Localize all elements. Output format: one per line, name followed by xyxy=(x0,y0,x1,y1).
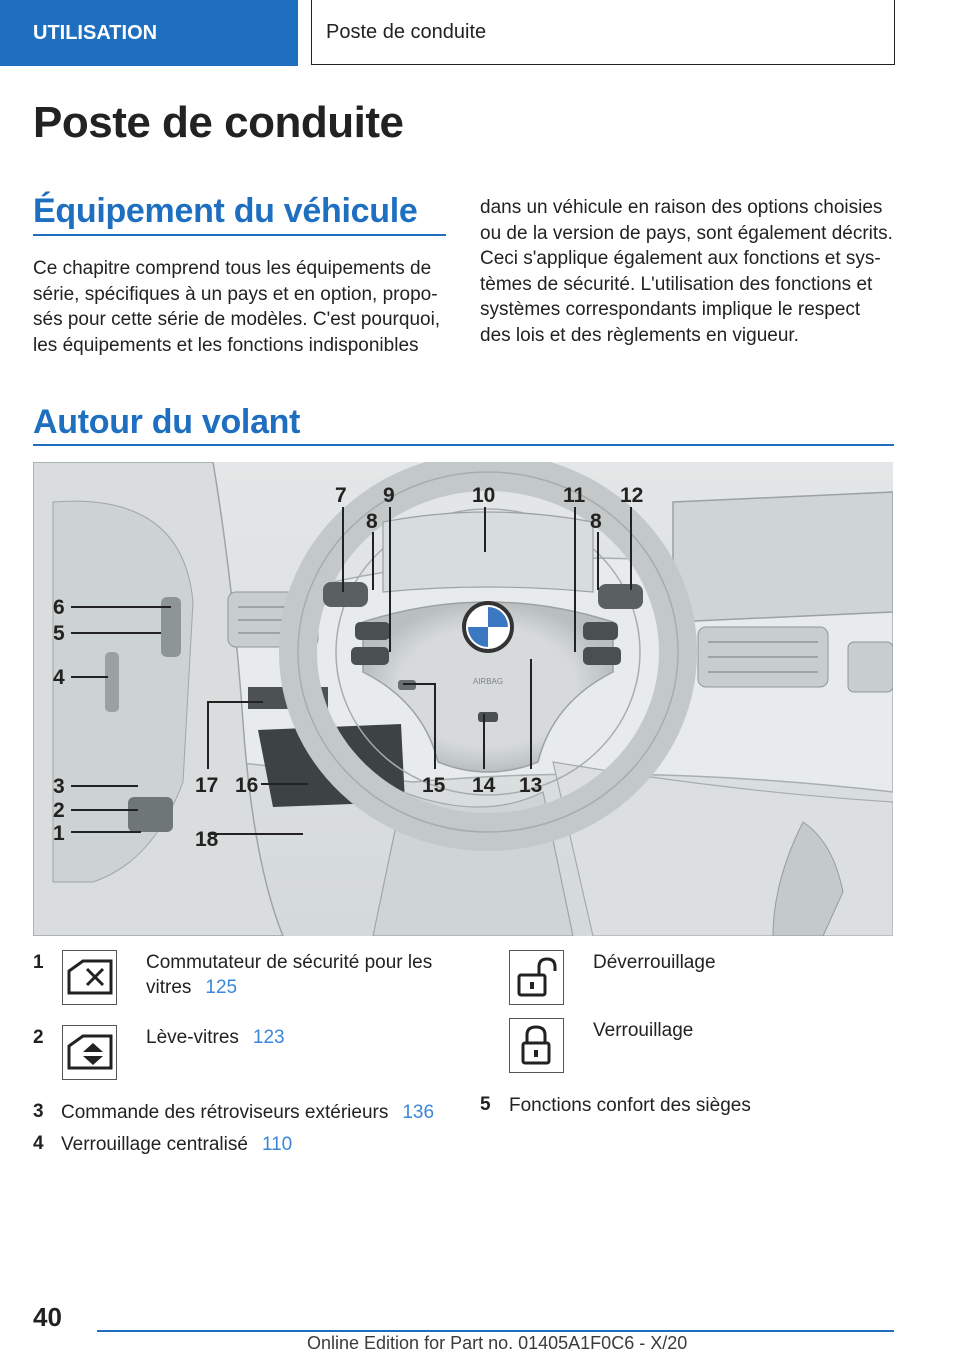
legend-number: 3 xyxy=(33,1101,44,1122)
callout-1: 1 xyxy=(53,822,65,845)
svg-text:AIRBAG: AIRBAG xyxy=(472,677,504,686)
legend-item-central-locking: Verrouillage centralisé 110 xyxy=(61,1134,293,1155)
legend-number: 1 xyxy=(33,952,44,973)
header-section-tab: UTILISATION xyxy=(0,0,298,66)
header-chapter-tab: Poste de conduite xyxy=(311,0,895,65)
callout-10: 10 xyxy=(472,484,496,507)
callout-3: 3 xyxy=(53,775,65,798)
unlock-icon xyxy=(509,950,564,1005)
callout-8b: 8 xyxy=(590,510,602,533)
callout-7: 7 xyxy=(335,484,347,507)
lock-icon xyxy=(509,1018,564,1073)
legend-number: 4 xyxy=(33,1133,44,1154)
callout-14: 14 xyxy=(472,774,496,797)
callout-9: 9 xyxy=(383,484,395,507)
power-window-icon xyxy=(62,1025,117,1080)
page-ref: 123 xyxy=(252,1027,285,1048)
footer-rule xyxy=(97,1330,894,1332)
page-number: 40 xyxy=(33,1302,62,1332)
callout-5: 5 xyxy=(53,622,65,645)
legend-number: 2 xyxy=(33,1027,44,1048)
legend-number: 5 xyxy=(480,1094,491,1115)
section-rule xyxy=(33,444,894,446)
callout-2: 2 xyxy=(53,799,65,822)
intro-column-right: dans un véhicule en raison des options choisies ou de la version de pays, sont également décrits. Ceci s'applique également aux fonctions et sys- tèmes de sécurité. L'utilisation des fonctions et systèmes correspondants implique le respect des lois et des règlements en vigueur. xyxy=(480,197,893,346)
callout-12: 12 xyxy=(620,484,644,507)
callout-13: 13 xyxy=(519,774,543,797)
page-ref: 110 xyxy=(261,1134,293,1155)
window-safety-switch-icon xyxy=(62,950,117,1005)
legend-item-unlock: Déverrouillage xyxy=(593,952,716,973)
footer-edition: Online Edition for Part no. 01405A1F0C6 - X/20 xyxy=(307,1333,688,1353)
callout-4: 4 xyxy=(53,666,65,689)
legend-item-seat-comfort: Fonctions confort des sièges xyxy=(509,1095,751,1116)
legend-item-window-safety: Commutateur de sécurité pour les vitres 125 xyxy=(146,952,433,998)
cockpit-illustration xyxy=(33,462,893,936)
callout-17: 17 xyxy=(195,774,219,797)
callout-16: 16 xyxy=(235,774,259,797)
page-ref: 136 xyxy=(402,1102,435,1123)
section-rule xyxy=(33,234,446,236)
callout-11: 11 xyxy=(563,484,586,507)
legend-item-power-window: Lève-vitres 123 xyxy=(146,1027,285,1048)
intro-column-left: Ce chapitre comprend tous les équipements de série, spécifiques à un pays et en option, propo- sés pour cette série de modèles. C'est pourquoi, les équipements et les fonctions indisponibles xyxy=(33,258,441,356)
page-title: Poste de conduite xyxy=(33,98,404,147)
legend-item-mirrors: Commande des rétroviseurs extérieurs 136 xyxy=(61,1102,435,1123)
legend-item-lock: Verrouillage xyxy=(593,1020,694,1041)
callout-8: 8 xyxy=(366,510,378,533)
callout-15: 15 xyxy=(422,774,446,797)
callout-18: 18 xyxy=(195,828,219,851)
section-heading-steering: Autour du volant xyxy=(33,403,301,441)
page-ref: 125 xyxy=(205,977,238,998)
callout-6: 6 xyxy=(53,596,65,619)
section-heading-equipment: Équipement du véhicule xyxy=(33,192,418,230)
